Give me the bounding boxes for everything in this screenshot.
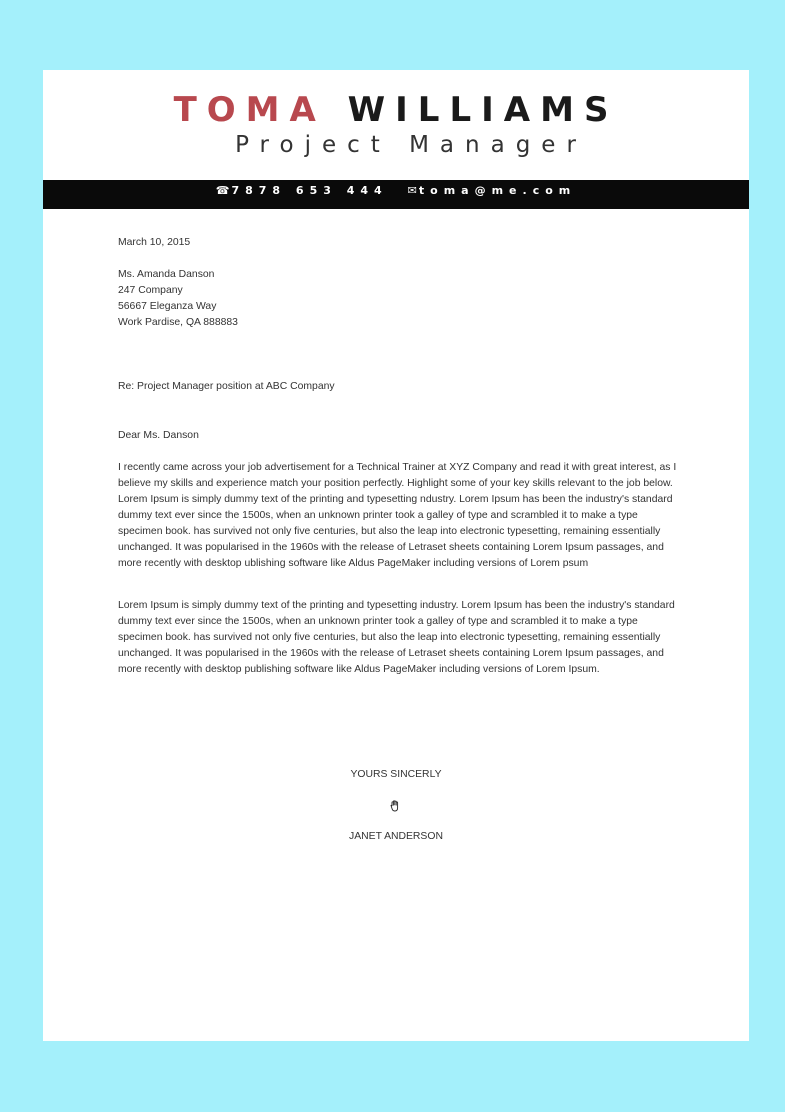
phone-icon: ☎ xyxy=(215,184,230,197)
email-address: toma@me.com xyxy=(418,184,577,197)
phone-number: 7878 653 444 xyxy=(231,184,388,197)
closing-line: YOURS SINCERLY xyxy=(350,769,442,780)
recipient-company: 247 Company xyxy=(118,285,183,296)
hand-icon xyxy=(389,799,403,813)
recipient-name: Ms. Amanda Danson xyxy=(118,269,215,280)
resume-name xyxy=(43,90,749,130)
paragraph-lorem-2: Lorem Ipsum is simply dummy text of the printing and typesetting industry. Lorem Ipsum has been the industry's standard dummy text ever since the 1500s, when an unknown printer took a galley of type and scrambled it to make a type specimen book. has survived not only five centuries, but also the leap into electronic typesetting, remaining essentially unchanged. It was popularised in the 1960s with the release of Letraset sheets containing Lorem Ipsum passages, and more recently with desktop publishing software like Aldus PageMaker including versions of Lorem Ipsum. xyxy=(118,600,675,675)
envelope-icon: ✉ xyxy=(407,184,417,197)
signer-name: JANET ANDERSON xyxy=(349,831,443,842)
letter-date: March 10, 2015 xyxy=(118,237,191,248)
recipient-street: 56667 Eleganza Way xyxy=(118,301,217,312)
last-name: WILLIAMS xyxy=(347,90,619,130)
email-contact xyxy=(408,184,577,197)
greeting: Dear Ms. Danson xyxy=(118,430,199,441)
phone-contact xyxy=(216,184,388,197)
paragraph-lorem-1: Lorem Ipsum is simply dummy text of the printing and typesetting ndustry. Lorem Ipsum has been the industry's standard dummy text ever since the 1500s, when an unknown printer took a galley of type and scrambled it to make a type specimen book. has survived not only five centuries, but also the leap into electronic typesetting, remaining essentially unchanged. It was popularised in the 1960s with the release of Letraset sheets containing Lorem Ipsum passages, and more recently with desktop ublishing software like Aldus PageMaker including versions of Lorem psum xyxy=(118,494,673,569)
job-title: Project Manager xyxy=(235,132,587,158)
recipient-address xyxy=(118,267,678,331)
paragraph-intro: I recently came across your job advertisement for a Technical Trainer at XYZ Company and read it with great interest, as I believe my skills and experience match your position perfectly. Highlight some of your key skills relevant to the job below. xyxy=(118,462,677,489)
letter-page xyxy=(43,70,749,1041)
letter-body xyxy=(118,235,678,678)
letter-subject: Re: Project Manager position at ABC Company xyxy=(118,381,335,392)
contact-bar xyxy=(43,180,749,209)
recipient-city: Work Pardise, QA 888883 xyxy=(118,317,238,328)
first-name: TOMA xyxy=(173,90,326,130)
